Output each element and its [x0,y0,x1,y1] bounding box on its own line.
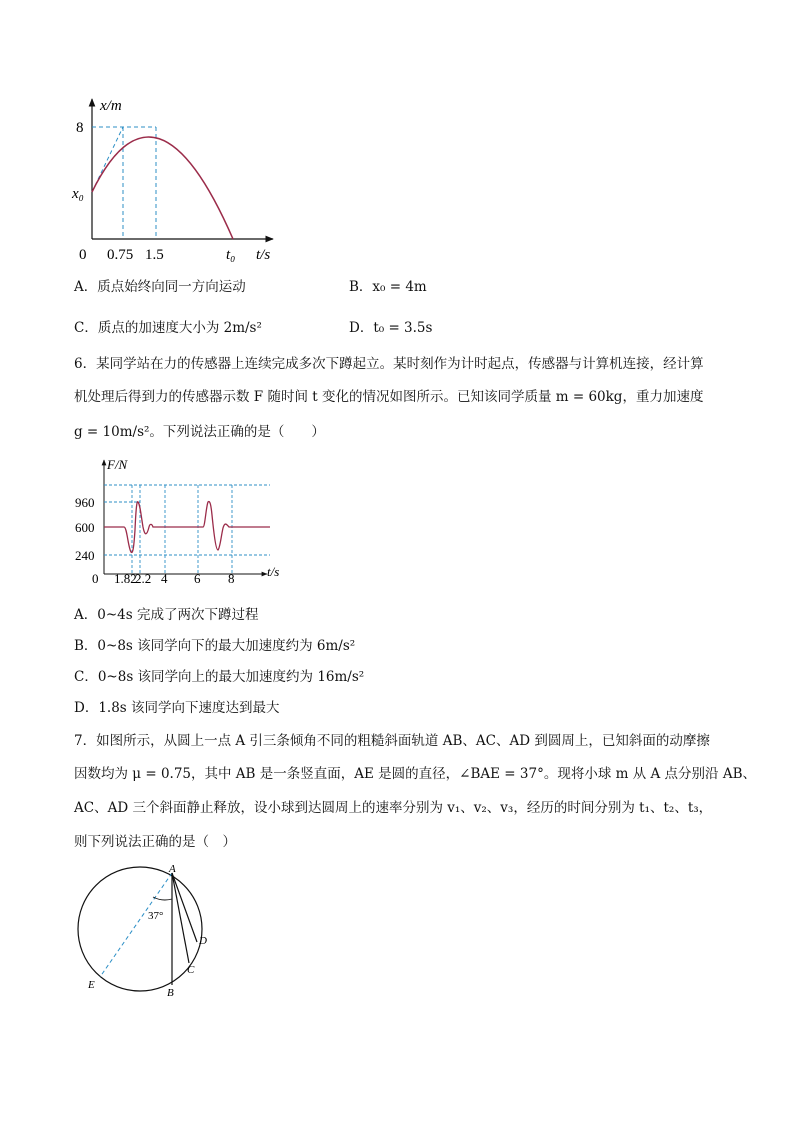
circle [78,867,202,991]
y-tick-x0: x₀ [72,186,84,202]
chord-ac [172,873,189,963]
circle-figure [68,862,218,997]
angle-arc [153,897,172,900]
q5-option-a[interactable]: A．质点始终向同一方向运动 [74,279,246,295]
y-axis-label: x/m [100,98,122,114]
y-tick-8: 8 [76,120,84,136]
q5-option-c[interactable]: C．质点的加速度大小为 2m/s² [74,320,262,336]
xt-curve [92,137,233,239]
q6-option-c[interactable]: C．0~8s 该同学向上的最大加速度约为 16m/s² [74,669,365,685]
f-axis-label: F/N [107,457,128,472]
f-tick-600: 600 [75,520,95,535]
q6-stem-line1: 6．某同学站在力的传感器上连续完成多次下蹲起立。某时刻作为计时起点，传感器与计算机连接，经计算 [74,356,704,372]
q5-option-b[interactable]: B．x₀ = 4m [349,279,427,295]
q6-option-d[interactable]: D．1.8s 该同学向下速度达到最大 [74,700,280,716]
t-axis-label: t/s [267,564,280,579]
f-tick-240: 240 [75,548,95,563]
ft-curve [104,502,270,553]
ft-graph [75,455,295,587]
point-a-label: A [169,863,176,875]
q6-option-b[interactable]: B．0~8s 该同学向下的最大加速度约为 6m/s² [74,638,356,654]
x-axis-label: t/s [256,247,271,263]
diameter-ae [100,873,172,977]
xt-graph [70,94,285,269]
q6-stem-line3: g = 10m/s²。下列说法正确的是（ ） [74,424,325,440]
x-tick-0: 0 [79,247,87,263]
t-tick-6: 6 [194,571,201,586]
t-tick-0: 0 [92,571,99,586]
t-tick-22: 2.2 [135,571,152,586]
point-d-label: D [199,935,207,947]
angle-label: 37° [148,910,164,922]
q7-stem-line2: 因数均为 μ = 0.75，其中 AB 是一条竖直面，AE 是圆的直径，∠BAE = 37°。现将小球 m 从 A 点分别沿 AB、 [74,766,756,782]
q5-option-d[interactable]: D．t₀ = 3.5s [349,320,433,336]
q6-stem-line2: 机处理后得到力的传感器示数 F 随时间 t 变化的情况如图所示。已知该同学质量 m = 60kg，重力加速度 [74,389,704,405]
x-tick-15: 1.5 [145,247,164,263]
f-tick-960: 960 [75,495,95,510]
chord-ad [172,873,197,942]
point-c-label: C [187,964,195,976]
t-tick-4: 4 [161,571,168,586]
q7-stem-line1: 7．如图所示，从圆上一点 A 引三条倾角不同的粗糙斜面轨道 AB、AC、AD 到圆周上，已知斜面的动摩擦 [74,733,710,749]
t-tick-182: 1.82 [114,571,137,586]
x-tick-075: 0.75 [107,247,134,263]
point-e-label: E [88,979,95,991]
x-tick-t0: t₀ [226,247,236,263]
q7-stem-line3: AC、AD 三个斜面静止释放，设小球到达圆周上的速率分别为 v₁、v₂、v₃，经历的时间分别为 t₁、t₂、t₃， [74,800,713,816]
point-b-label: B [167,987,174,997]
q6-option-a[interactable]: A．0~4s 完成了两次下蹲过程 [74,607,259,623]
q7-stem-line4: 则下列说法正确的是（ ） [74,834,236,850]
t-tick-8: 8 [228,571,235,586]
